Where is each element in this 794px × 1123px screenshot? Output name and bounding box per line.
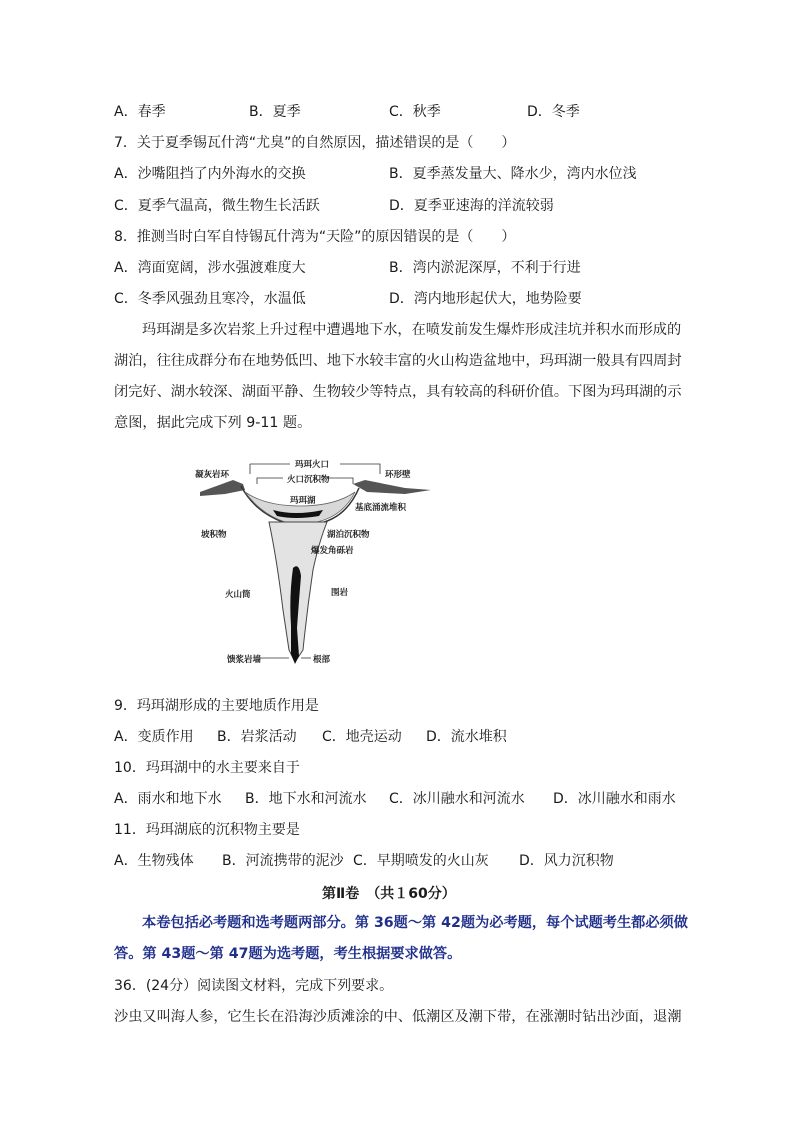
q9-stem: 9．玛珥湖形成的主要地质作用是 bbox=[114, 698, 319, 714]
passage-line-1: 玛珥湖是多次岩浆上升过程中遭遇地下水，在喷发前发生爆炸形成洼坑并积水而形成的 bbox=[142, 322, 682, 338]
q6-option-d: D．冬季 bbox=[527, 104, 580, 120]
instructions-line-1: 本卷包括必考题和选考题两部分。第 36题～第 42题为必考题，每个试题考生都必须做 bbox=[142, 915, 688, 931]
q9-option-d: D．流水堆积 bbox=[426, 729, 507, 745]
q6-option-a: A．春季 bbox=[114, 104, 166, 120]
label-base-surge: 基底涌流堆积 bbox=[355, 503, 407, 513]
q8-option-c: C．冬季风强劲且寒冷，水温低 bbox=[114, 291, 306, 307]
q8-option-b: B．湾内淤泥深厚，不利于行进 bbox=[389, 260, 581, 276]
label-crater: 玛珥火口 bbox=[295, 460, 330, 470]
label-dike: 馈浆岩墙 bbox=[227, 655, 262, 665]
label-ring-wall: 环形壁 bbox=[385, 470, 411, 480]
label-country-rock: 围岩 bbox=[331, 588, 349, 598]
passage-line-4: 意图，据此完成下列 9-11 题。 bbox=[114, 415, 312, 431]
q7-option-c: C．夏季气温高，微生物生长活跃 bbox=[114, 198, 320, 214]
q10-stem: 10．玛珥湖中的水主要来自于 bbox=[114, 760, 300, 776]
section-2-title: 第Ⅱ卷 （共１60分） bbox=[322, 886, 456, 902]
q10-option-a: A．雨水和地下水 bbox=[114, 791, 222, 807]
q10-option-c: C．冰川融水和河流水 bbox=[389, 791, 525, 807]
q6-option-c: C．秋季 bbox=[389, 104, 441, 120]
label-tuff-ring: 凝灰岩环 bbox=[195, 470, 230, 480]
q11-option-a: A．生物残体 bbox=[114, 853, 194, 869]
q11-stem: 11．玛珥湖底的沉积物主要是 bbox=[114, 822, 300, 838]
q6-option-b: B．夏季 bbox=[249, 104, 301, 120]
label-breccia: 爆发角砾岩 bbox=[311, 546, 354, 556]
q11-option-c: C．早期喷发的火山灰 bbox=[353, 853, 489, 869]
passage-line-3: 闭完好、湖水较深、湖面平静、生物较少等特点，具有较高的科研价值。下图为玛珥湖的示 bbox=[114, 384, 682, 400]
passage-line-2: 湖泊，往往成群分布在地势低凹、地下水较丰富的火山构造盆地中，玛珥湖一般具有四周封 bbox=[114, 353, 682, 369]
q8-option-d: D．湾内地形起伏大，地势险要 bbox=[389, 291, 582, 307]
q10-option-d: D．冰川融水和雨水 bbox=[553, 791, 676, 807]
q8-option-a: A．湾面宽阔，涉水强渡难度大 bbox=[114, 260, 306, 276]
q9-option-a: A．变质作用 bbox=[114, 729, 194, 745]
q11-option-d: D．风力沉积物 bbox=[519, 853, 614, 869]
instructions-line-2: 答。第 43题～第 47题为选考题，考生根据要求做答。 bbox=[114, 946, 462, 962]
q9-option-b: B．岩浆活动 bbox=[217, 729, 297, 745]
q11-option-b: B．河流携带的泥沙 bbox=[222, 853, 344, 869]
label-root: 根部 bbox=[313, 655, 331, 665]
q7-option-a: A．沙嘴阻挡了内外海水的交换 bbox=[114, 166, 306, 182]
q9-option-c: C．地壳运动 bbox=[322, 729, 402, 745]
maar-lake-diagram bbox=[195, 450, 435, 682]
q10-option-b: B．地下水和河流水 bbox=[245, 791, 367, 807]
q7-option-b: B．夏季蒸发量大、降水少，湾内水位浅 bbox=[389, 166, 637, 182]
q36-text: 沙虫又叫海人参，它生长在沿海沙质滩涂的中、低潮区及潮下带，在涨潮时钻出沙面，退潮 bbox=[114, 1009, 682, 1025]
label-lake: 玛珥湖 bbox=[290, 496, 316, 506]
tuff-ring-right bbox=[353, 480, 431, 494]
q8-stem: 8．推测当时白军自恃锡瓦什湾为“天险”的原因错误的是（ ） bbox=[114, 229, 516, 245]
label-slope-deposit: 坡积物 bbox=[201, 530, 227, 540]
tuff-ring-left bbox=[200, 480, 245, 496]
q7-stem: 7．关于夏季锡瓦什湾“尤臭”的自然原因，描述错误的是（ ） bbox=[114, 135, 516, 151]
q36-stem: 36．(24分）阅读图文材料，完成下列要求。 bbox=[114, 978, 394, 994]
label-crater-deposit: 火口沉积物 bbox=[287, 475, 330, 485]
q7-option-d: D．夏季亚速海的洋流较弱 bbox=[389, 198, 554, 214]
label-conduit: 火山筒 bbox=[225, 590, 251, 600]
label-lake-deposit: 湖泊沉积物 bbox=[327, 530, 370, 540]
